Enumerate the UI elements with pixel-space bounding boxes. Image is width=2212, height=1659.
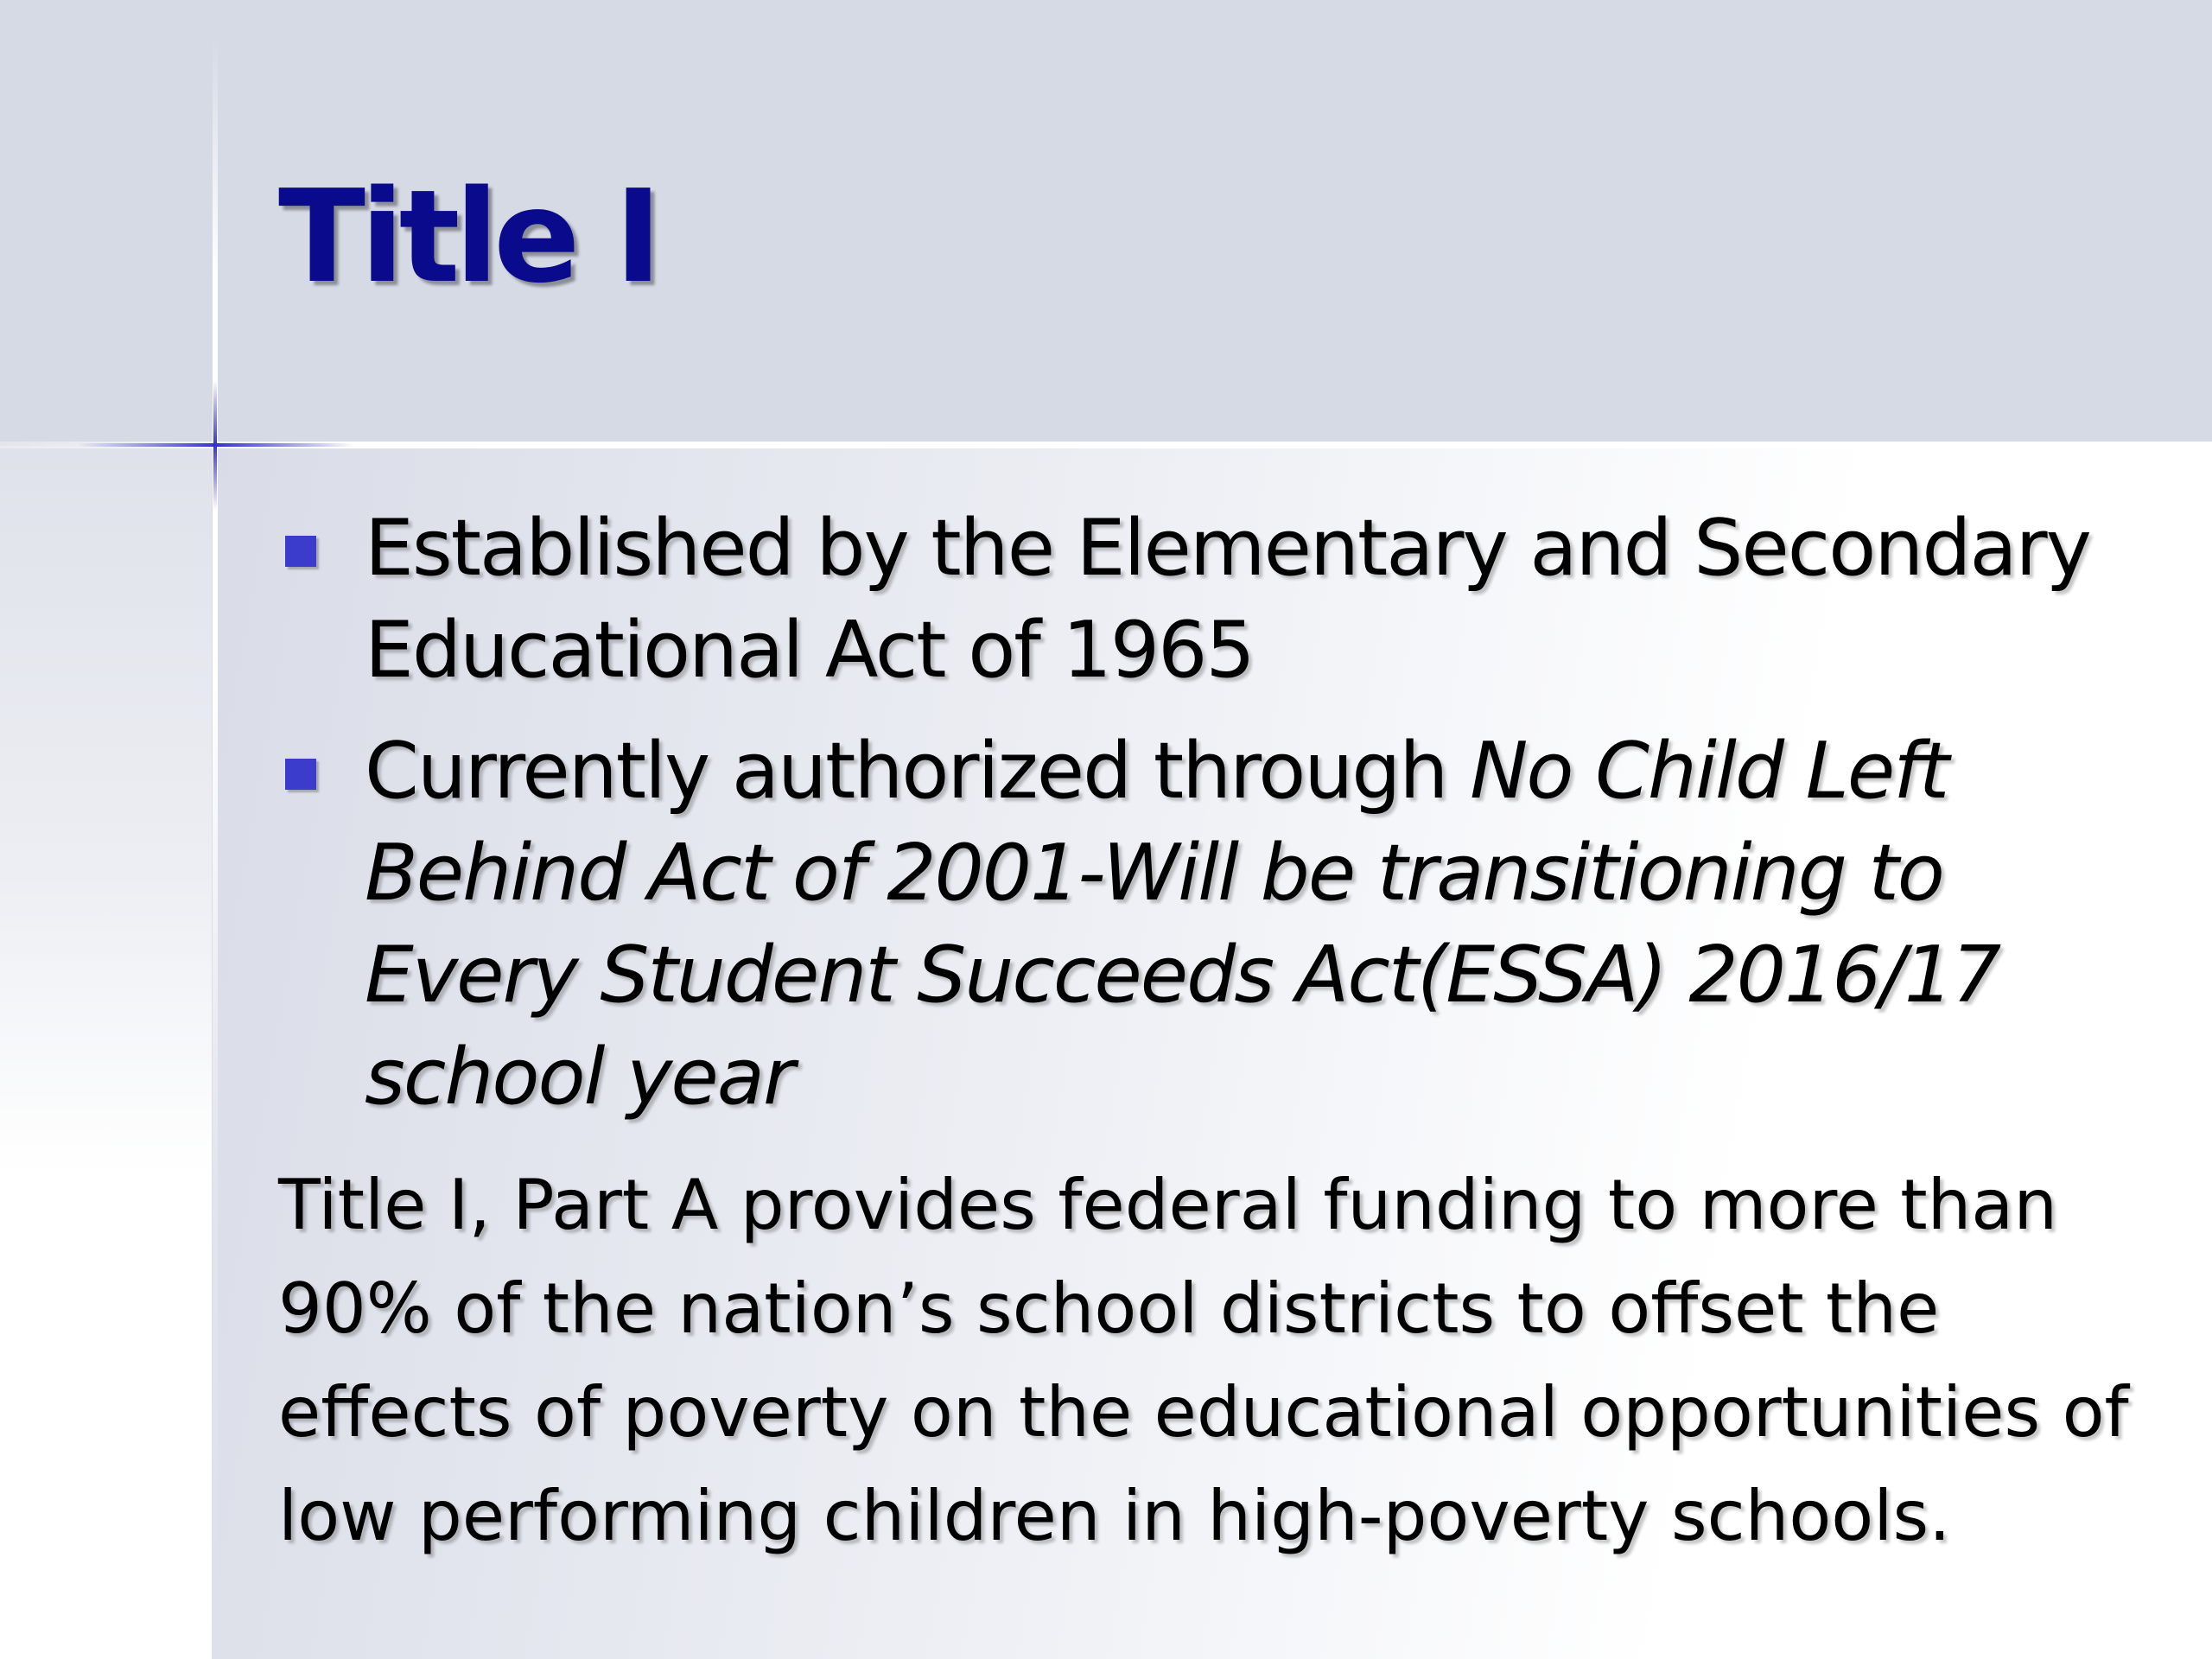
vertical-divider [213, 35, 218, 1659]
sparkle-cross-vertical [213, 380, 217, 510]
bullet-item [278, 498, 2136, 702]
body-paragraph: Title I, Part A provides federal funding to more than 90% of the nation’s school districts to offset the effects of poverty on the educational opportunities of low performing children in high-poverty schools. [278, 1165, 2129, 1556]
square-bullet-icon [285, 536, 316, 567]
slide-title: Title I [278, 162, 658, 311]
bullet-text: Established by the Elementary and Secondary Educational Act of 1965 [365, 503, 2090, 696]
bullet-italic-text: No Child Left Behind Act of 2001-Will be transitioning to Every Student Succeeds Act(ESSA) 2016/17 school year [365, 726, 2000, 1122]
bullet-item [278, 721, 2136, 1128]
bullet-list [278, 498, 2136, 1147]
bullet-text: Currently authorized through [365, 726, 1471, 817]
square-bullet-icon [285, 759, 316, 790]
left-band [0, 446, 212, 1659]
